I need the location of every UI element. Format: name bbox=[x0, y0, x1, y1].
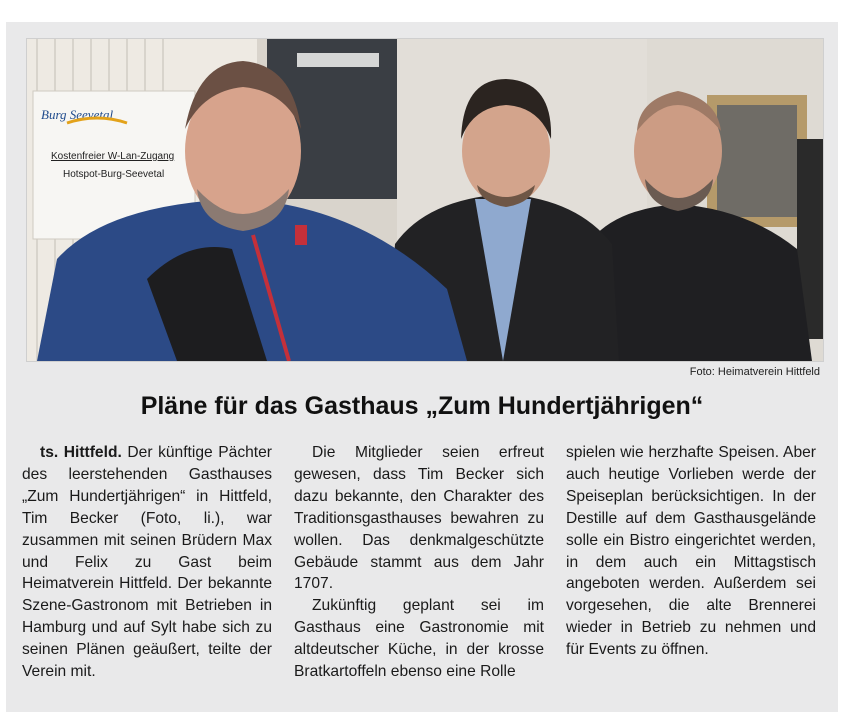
article-headline: Pläne für das Gasthaus „Zum Hundertjährigen“ bbox=[140, 392, 704, 420]
paragraph bbox=[22, 442, 272, 683]
sign-line-2: Hotspot-Burg-Seevetal bbox=[63, 169, 165, 180]
article-column-1 bbox=[22, 442, 272, 683]
paragraph-text: Der künftige Pächter des leerstehenden Gasthauses „Zum Hundertjährigen“ in Hittfeld, Tim Becker (Foto, li.), war zusammen mit seinen Brüdern Max und Felix zu Gast beim Heimatverein Hittfeld. Der bekannte Szene-Gastronom mit Betrieben in Hamburg und auf Sylt habe sich zu seinen Plänen geäußert, teilte der Verein mit. bbox=[22, 444, 272, 681]
sign-logo: Burg Seevetal bbox=[41, 107, 114, 122]
article-column-2 bbox=[294, 442, 544, 683]
dateline: ts. Hittfeld. bbox=[40, 444, 122, 461]
sign-line-1: Kostenfreier W-Lan-Zugang bbox=[51, 151, 175, 162]
photo-credit: Foto: Heimatverein Hittfeld bbox=[689, 366, 820, 378]
article-photo bbox=[26, 38, 824, 362]
article-column-3 bbox=[566, 442, 816, 661]
paragraph: spielen wie herzhafte Speisen. Aber auch heutige Vorlieben werde der Speiseplan berücksichtigen. In der Destille auf dem Gasthausgelände solle ein Bistro eingerichtet werden, in dem auch ein Mittagstisch angeboten werden. Außerdem sei vorgesehen, die alte Brennerei wieder in Betrieb zu nehmen und für Events zu öffnen. bbox=[566, 444, 816, 659]
paragraph: Die Mitglieder seien erfreut gewesen, dass Tim Becker sich dazu bekannte, den Charakter des Traditionsgasthauses bewahren zu wollen. Das denkmalgeschützte Gebäude stammt aus dem Jahr 1707. bbox=[294, 444, 544, 593]
paragraph: Zukünftig geplant sei im Gasthaus eine Gastronomie mit altdeutscher Küche, in der krosse Bratkartoffeln ebenso eine Rolle bbox=[294, 597, 544, 681]
newspaper-clipping bbox=[6, 22, 838, 712]
photo-illustration bbox=[27, 39, 823, 361]
